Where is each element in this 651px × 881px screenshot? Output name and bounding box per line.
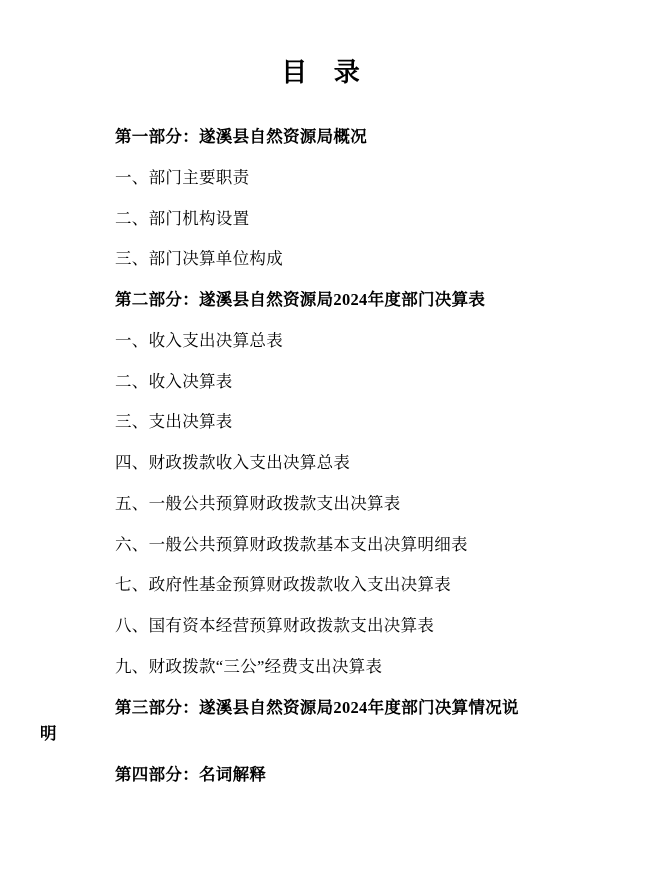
page-title: 目 录: [281, 58, 370, 87]
toc-entry-2-4: 四、财政拨款收入支出决算总表: [115, 453, 351, 472]
toc-entry-2-2: 二、收入决算表: [115, 371, 233, 391]
toc-entry-2-1: 一、收入支出决算总表: [115, 330, 283, 350]
toc-entry-1-3: 三、部门决算单位构成: [115, 249, 283, 269]
table-of-contents: [0, 125, 651, 788]
toc-entry-part-1: 第一部分：遂溪县自然资源局概况: [115, 127, 367, 146]
toc-entry-2-7: 七、政府性基金预算财政拨款收入支出决算表: [115, 575, 451, 595]
toc-entry-part-3-line1: 第三部分：遂溪县自然资源局2024年度部门决算情况说: [115, 697, 519, 717]
toc-entry-2-6: 六、一般公共预算财政拨款基本支出决算明细表: [115, 534, 468, 554]
toc-entry-part-4: 第四部分：名词解释: [115, 765, 267, 784]
toc-entry-2-3: 三、支出决算表: [115, 412, 233, 432]
document-page: [0, 52, 651, 881]
toc-entry-part-3-line2: 明: [40, 724, 57, 744]
toc-entry-2-8: 八、国有资本经营预算财政拨款支出决算表: [115, 616, 435, 635]
toc-entry-2-9: 九、财政拨款“三公”经费支出决算表: [115, 656, 383, 676]
toc-entry-1-1: 一、部门主要职责: [115, 167, 250, 187]
toc-entry-2-5: 五、一般公共预算财政拨款支出决算表: [115, 493, 401, 513]
toc-entry-part-3: [0, 696, 651, 721]
toc-entry-1-2: 二、部门机构设置: [115, 208, 250, 228]
toc-entry-part-3-continuation: [0, 722, 651, 747]
toc-entry-part-2: 第二部分：遂溪县自然资源局2024年度部门决算表: [115, 290, 486, 309]
